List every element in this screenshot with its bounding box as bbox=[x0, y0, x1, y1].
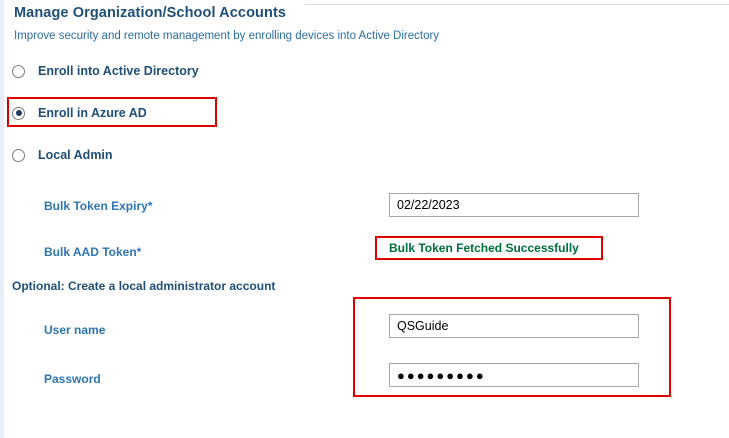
bulk-aad-token-label bbox=[44, 245, 141, 259]
bulk-token-expiry-label-text: Bulk Token Expiry bbox=[44, 199, 148, 213]
required-marker: * bbox=[136, 245, 142, 259]
bulk-token-expiry-label bbox=[44, 199, 152, 213]
user-name-input[interactable] bbox=[389, 314, 639, 338]
bulk-aad-token-label-text: Bulk AAD Token bbox=[44, 245, 137, 259]
left-edge-rule bbox=[0, 0, 4, 438]
radio-option-local-admin[interactable] bbox=[12, 145, 113, 165]
page-subtitle: Improve security and remote management by enrolling devices into Active Directory bbox=[14, 30, 440, 42]
page-title: Manage Organization/School Accounts bbox=[14, 5, 287, 21]
radio-button-icon[interactable] bbox=[12, 149, 25, 162]
bulk-token-expiry-input[interactable] bbox=[389, 193, 639, 217]
header-divider bbox=[305, 4, 729, 5]
bulk-token-status-message: Bulk Token Fetched Successfully bbox=[389, 241, 579, 255]
radio-label: Local Admin bbox=[38, 148, 113, 162]
user-name-label: User name bbox=[44, 323, 106, 337]
radio-option-enroll-azure-ad[interactable] bbox=[12, 103, 147, 123]
radio-button-icon[interactable] bbox=[12, 65, 25, 78]
radio-label: Enroll into Active Directory bbox=[38, 64, 199, 78]
required-marker: * bbox=[147, 199, 153, 213]
password-label: Password bbox=[44, 372, 101, 386]
radio-option-enroll-active-directory[interactable] bbox=[12, 61, 199, 81]
password-input[interactable] bbox=[389, 363, 639, 387]
radio-button-selected-icon[interactable] bbox=[12, 107, 25, 120]
radio-label: Enroll in Azure AD bbox=[38, 106, 147, 120]
optional-local-admin-note: Optional: Create a local administrator account bbox=[12, 279, 276, 293]
